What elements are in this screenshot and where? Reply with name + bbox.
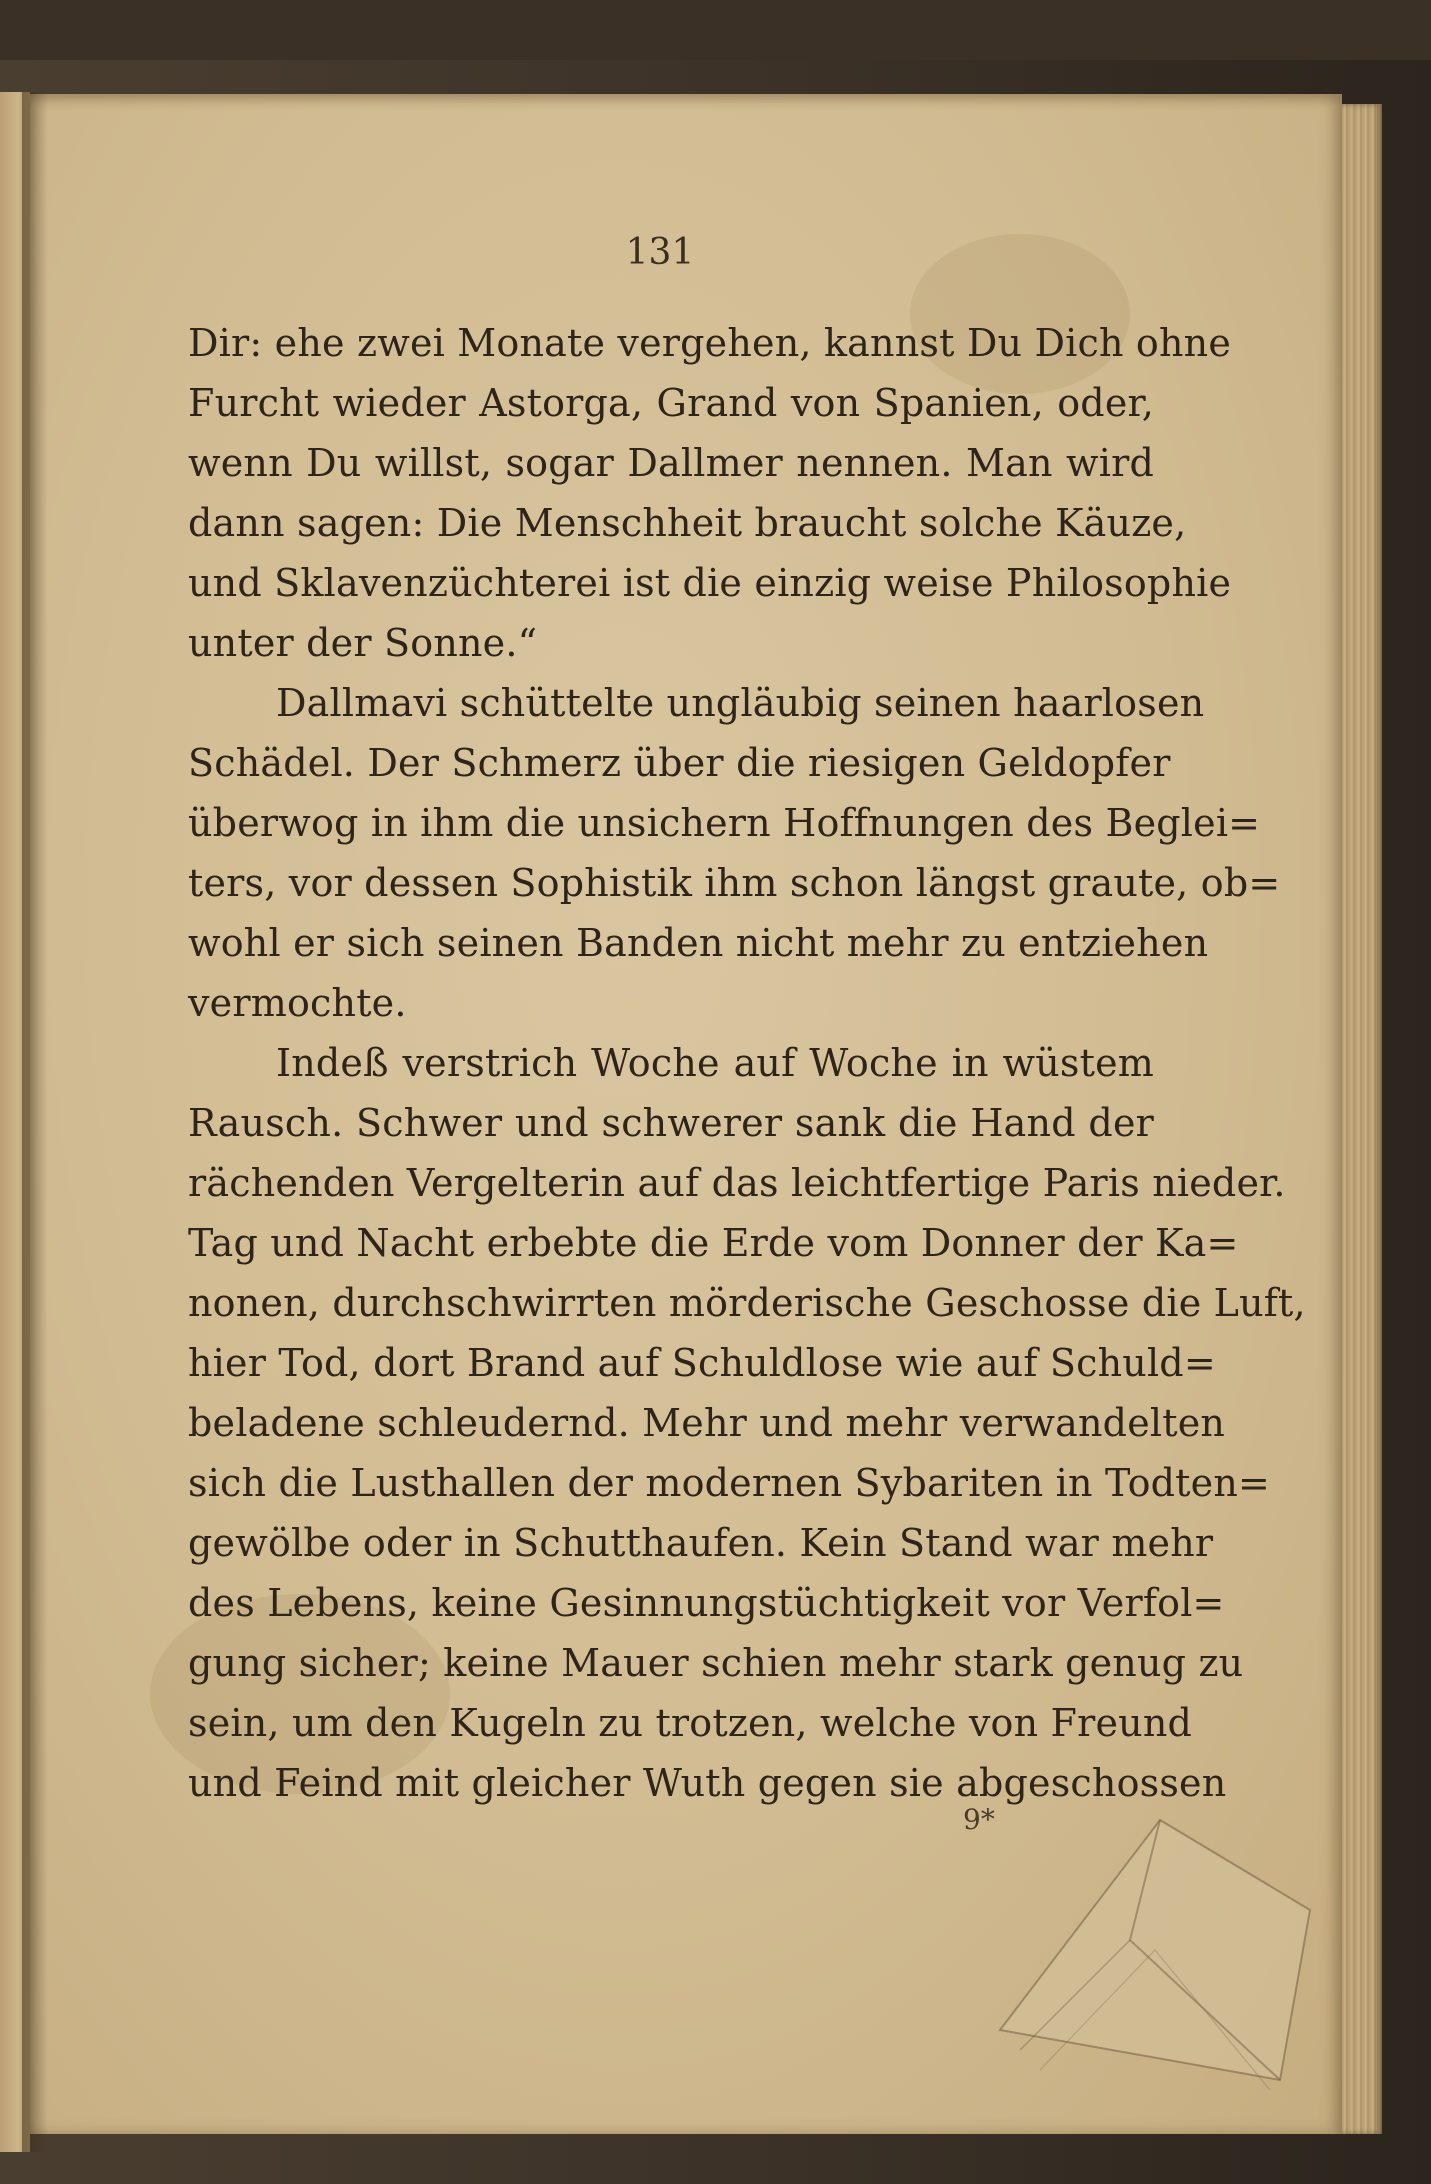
text-line: Dir: ehe zwei Monate vergehen, kannst Du Dich ohne [188, 321, 1232, 365]
text-line: Schädel. Der Schmerz über die riesigen Geldopfer [188, 741, 1171, 785]
text-line: sich die Lusthallen der modernen Sybariten in Todten= [188, 1461, 1271, 1505]
printer-signature-mark: 9* [963, 1803, 995, 1836]
text-line: wohl er sich seinen Banden nicht mehr zu entziehen [188, 921, 1209, 965]
text-line: unter der Sonne.“ [188, 621, 538, 665]
text-line: Tag und Nacht erbebte die Erde vom Donner der Ka= [188, 1221, 1239, 1265]
page-body-text [188, 313, 1306, 1813]
text-line: Furcht wieder Astorga, Grand von Spanien, oder, [188, 381, 1154, 425]
text-line: rächenden Vergelterin auf das leichtfertige Paris nieder. [188, 1161, 1286, 1205]
text-line: überwog in ihm die unsichern Hoffnungen des Beglei= [188, 801, 1261, 845]
page-edge-stack [1342, 104, 1382, 2134]
text-line: ters, vor dessen Sophistik ihm schon längst graute, ob= [188, 861, 1281, 905]
page-number: 131 [625, 232, 695, 273]
text-line: und Feind mit gleicher Wuth gegen sie abgeschossen [188, 1761, 1227, 1805]
text-line: gung sicher; keine Mauer schien mehr stark genug zu [188, 1641, 1244, 1685]
text-line: Rausch. Schwer und schwerer sank die Hand der [188, 1101, 1154, 1145]
folded-corner-illustration [980, 1800, 1340, 2100]
text-line: wenn Du willst, sogar Dallmer nennen. Man wird [188, 441, 1154, 485]
text-line: sein, um den Kugeln zu trotzen, welche von Freund [188, 1701, 1193, 1745]
text-line: Indeß verstrich Woche auf Woche in wüstem [276, 1041, 1154, 1085]
text-line: nonen, durchschwirrten mörderische Geschosse die Luft, [188, 1281, 1306, 1325]
text-line: des Lebens, keine Gesinnungstüchtigkeit vor Verfol= [188, 1581, 1225, 1625]
text-line: gewölbe oder in Schutthaufen. Kein Stand war mehr [188, 1521, 1214, 1565]
gutter-shadow [22, 92, 48, 2152]
text-line: beladene schleudernd. Mehr und mehr verwandelten [188, 1401, 1226, 1445]
text-line: vermochte. [188, 981, 407, 1025]
text-line: dann sagen: Die Menschheit braucht solche Käuze, [188, 501, 1187, 545]
text-line: hier Tod, dort Brand auf Schuldlose wie auf Schuld= [188, 1341, 1216, 1385]
text-line: Dallmavi schüttelte ungläubig seinen haarlosen [276, 681, 1205, 725]
text-line: und Sklavenzüchterei ist die einzig weise Philosophie [188, 561, 1232, 605]
